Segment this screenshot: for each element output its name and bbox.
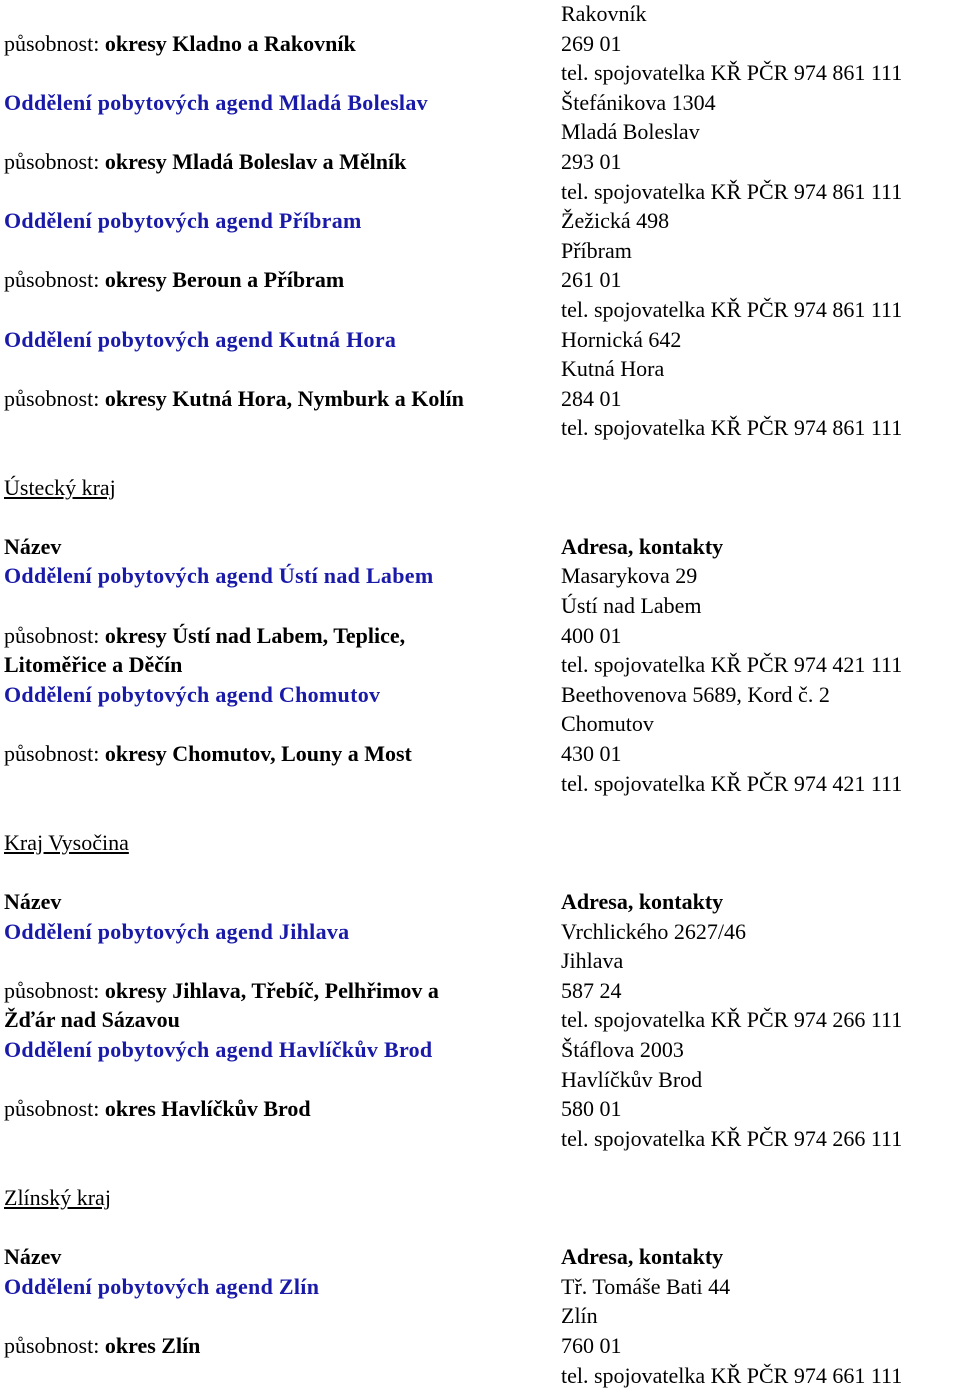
address-line: Hornická 642 [561,326,682,352]
top-line [4,413,960,443]
scope-prefix: působnost: [4,30,105,56]
top-line [4,117,960,147]
address-line: Rakovník [561,1,647,26]
section-1-line [4,1124,960,1154]
scope-districts: okresy Mladá Boleslav a Mělník [104,149,407,174]
top-line [4,236,960,266]
region-heading: Zlínský kraj [4,1185,111,1210]
section-1-line [4,1035,960,1065]
address-line: 400 01 [561,622,622,648]
scope-districts: okresy Beroun a Příbram [104,267,345,293]
phone-contact: tel. spojovatelka KŘ PČR 974 266 111 [561,1007,903,1033]
scope-prefix: působnost: [4,149,105,174]
address-line: Mladá Boleslav [561,119,700,145]
section-1-line [4,917,960,947]
office-name: Oddělení pobytových agend Zlín [4,1273,320,1299]
address-line: 580 01 [561,1096,622,1122]
top-line [4,58,960,88]
scope-districts: okresy Kutná Hora, Nymburk a Kolín [104,385,464,411]
section-0-line [4,561,960,591]
section-0-line [4,650,960,680]
section-1-line [4,946,960,976]
col-address-header: Adresa, kontakty [561,889,724,914]
office-name: Oddělení pobytových agend Ústí nad Labem [4,563,434,589]
scope-districts: okresy Jihlava, Třebíč, Pelhřimov a [104,977,439,1003]
scope-prefix: působnost: [4,267,105,293]
section-0-line [4,591,960,621]
address-line: Žežická 498 [561,208,670,234]
office-name: Oddělení pobytových agend Kutná Hora [4,326,397,352]
address-line: 284 01 [561,385,622,411]
scope-districts: okres Zlín [104,1333,201,1358]
scope-districts: okresy Chomutov, Louny a Most [104,741,412,766]
section-2-line [4,1272,960,1302]
top-line [4,0,960,29]
column-headers [4,887,960,917]
address-line: 261 01 [561,267,622,293]
col-address-header: Adresa, kontakty [561,1244,724,1270]
address-line: Havlíčkův Brod [561,1066,703,1092]
scope-prefix: působnost: [4,977,105,1003]
address-line: Kutná Hora [561,356,665,382]
scope-prefix: působnost: [4,622,105,648]
phone-contact: tel. spojovatelka KŘ PČR 974 861 111 [561,178,903,204]
section-2-line [4,1331,960,1361]
address-line: Štáflova 2003 [561,1037,684,1062]
scope-text [4,147,406,177]
address-line: Zlín [561,1303,598,1329]
scope-districts-continued: Litoměřice a Děčín [4,652,183,678]
top-line [4,295,960,325]
scope-prefix: působnost: [4,1333,105,1358]
section-0-line [4,621,960,651]
office-name: Oddělení pobytových agend Příbram [4,208,362,234]
section-0-line [4,709,960,739]
section-1-line [4,1065,960,1095]
top-line [4,29,960,59]
scope-prefix: působnost: [4,741,105,766]
region-heading: Ústecký kraj [4,474,116,500]
top-line [4,177,960,207]
phone-contact: tel. spojovatelka KŘ PČR 974 861 111 [561,60,903,86]
address-line: Vrchlického 2627/46 [561,918,747,944]
phone-contact: tel. spojovatelka KŘ PČR 974 861 111 [561,415,903,441]
address-line: Masarykova 29 [561,563,698,589]
column-headers [4,1242,960,1272]
scope-districts: okres Havlíčkův Brod [104,1096,311,1122]
top-line [4,206,960,236]
phone-contact: tel. spojovatelka KŘ PČR 974 661 111 [561,1362,903,1388]
scope-text [4,29,356,59]
column-headers [4,532,960,562]
address-line: Tř. Tomáše Bati 44 [561,1273,731,1299]
region-heading: Kraj Vysočina [4,829,129,855]
address-line: 293 01 [561,149,622,174]
office-name: Oddělení pobytových agend Havlíčkův Brod [4,1037,433,1062]
address-line: 760 01 [561,1333,622,1358]
top-line [4,147,960,177]
address-line: Beethovenova 5689, Kord č. 2 [561,681,830,707]
scope-text [4,265,344,295]
address-line: 269 01 [561,30,622,56]
phone-contact: tel. spojovatelka KŘ PČR 974 421 111 [561,652,903,678]
top-line [4,88,960,118]
scope-districts: okresy Ústí nad Labem, Teplice, [104,622,406,648]
address-line: Štefánikova 1304 [561,89,716,115]
scope-text [4,621,405,651]
scope-text [4,384,464,414]
section-1-line [4,1005,960,1035]
section-1-line [4,1094,960,1124]
address-line: 587 24 [561,977,622,1003]
address-line: 430 01 [561,741,622,766]
office-name: Oddělení pobytových agend Jihlava [4,918,350,944]
section-2-line [4,1361,960,1391]
scope-prefix: působnost: [4,385,105,411]
address-line: Příbram [561,237,632,263]
section-0-line [4,769,960,799]
col-address-header: Adresa, kontakty [561,533,724,559]
phone-contact: tel. spojovatelka KŘ PČR 974 266 111 [561,1125,903,1151]
scope-text [4,1331,200,1361]
address-line: Chomutov [561,711,654,737]
top-line [4,384,960,414]
scope-text [4,976,439,1006]
section-2-line [4,1301,960,1331]
scope-prefix: působnost: [4,1096,105,1122]
col-name-header: Název [4,533,62,559]
phone-contact: tel. spojovatelka KŘ PČR 974 861 111 [561,297,903,322]
scope-text [4,739,412,769]
col-name-header: Název [4,889,62,914]
scope-text [4,1094,311,1124]
col-name-header: Název [4,1244,62,1270]
address-line: Ústí nad Labem [561,593,702,618]
section-0-line [4,739,960,769]
scope-districts: okresy Kladno a Rakovník [104,30,356,56]
top-line [4,265,960,295]
office-name: Oddělení pobytových agend Chomutov [4,681,381,707]
section-0-line [4,680,960,710]
section-1-line [4,976,960,1006]
office-name: Oddělení pobytových agend Mladá Boleslav [4,89,428,115]
address-line: Jihlava [561,948,624,974]
top-line [4,325,960,355]
top-line [4,354,960,384]
phone-contact: tel. spojovatelka KŘ PČR 974 421 111 [561,770,903,796]
scope-districts-continued: Žďár nad Sázavou [4,1007,180,1033]
